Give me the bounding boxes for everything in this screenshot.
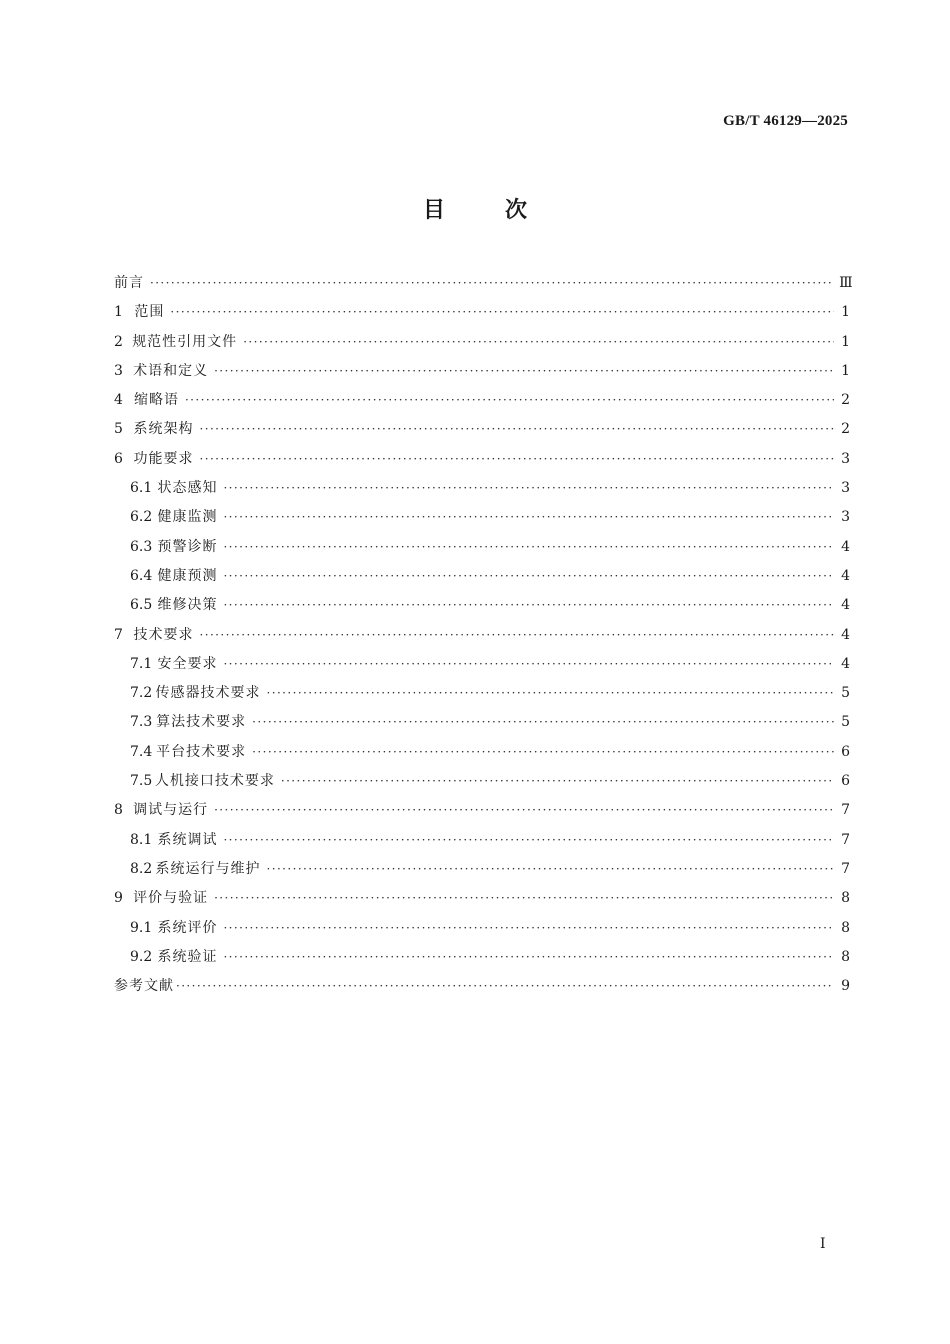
toc-dot-leader [223,533,834,562]
toc-entry[interactable] [114,826,850,855]
toc-dot-leader [200,415,834,444]
toc-dot-leader [214,796,834,825]
toc-entry[interactable] [114,767,850,796]
toc-entry-page: 7 [841,802,850,819]
toc-dot-leader [176,972,834,1001]
toc-entry-page: 7 [841,860,850,877]
toc-entry-page: 5 [841,685,850,702]
toc-entry-number: 8 [114,802,123,819]
toc-entry[interactable] [114,738,850,767]
table-of-contents [114,269,853,1001]
toc-entry[interactable] [114,621,850,650]
toc-entry-label: 健康预测 [157,567,218,584]
toc-entry[interactable] [114,445,850,474]
toc-entry-number: 7.4 [130,743,153,760]
toc-entry-page: 2 [841,421,850,438]
toc-dot-leader [223,943,834,972]
toc-entry-number: 6.2 [130,509,153,526]
toc-entry-page: 9 [841,978,850,995]
toc-entry[interactable] [114,269,853,298]
toc-entry-number: 6.5 [130,597,153,614]
toc-dot-leader [185,386,834,415]
toc-entry-label: 系统评价 [157,919,218,936]
toc-entry-number: 6.1 [130,480,153,497]
toc-entry-label: 安全要求 [157,655,218,672]
toc-entry-page: 4 [841,567,850,584]
toc-entry-label: 术语和定义 [133,362,209,379]
toc-entry[interactable] [114,533,850,562]
toc-entry[interactable] [114,328,850,357]
toc-entry-number: 9.1 [130,919,153,936]
toc-entry-label: 调试与运行 [133,802,209,819]
toc-entry-page: 2 [841,392,850,409]
toc-entry[interactable] [114,679,850,708]
toc-entry-number: 7.2 [130,685,153,702]
toc-dot-leader [214,884,834,913]
toc-entry-page: 1 [841,333,850,350]
toc-entry[interactable] [114,474,850,503]
toc-entry-page: 6 [841,743,850,760]
toc-entry[interactable] [114,503,850,532]
toc-entry-page: 4 [841,626,850,643]
toc-entry-page: 1 [841,362,850,379]
toc-dot-leader [223,562,834,591]
toc-entry-label: 规范性引用文件 [132,333,238,350]
toc-entry[interactable] [114,796,850,825]
toc-entry-number: 5 [114,421,123,438]
toc-entry-label: 范围 [134,304,165,321]
toc-entry-label: 评价与验证 [133,890,209,907]
toc-dot-leader [200,621,834,650]
page-title: 目次 [422,198,587,223]
toc-dot-leader [267,679,834,708]
toc-entry-number: 9 [114,890,123,907]
toc-entry-number: 6.4 [130,567,153,584]
toc-entry-label: 维修决策 [157,597,218,614]
toc-dot-leader [281,767,834,796]
toc-entry[interactable] [114,415,850,444]
document-code: GB/T 46129—2025 [723,113,848,129]
toc-entry[interactable] [114,708,850,737]
toc-entry[interactable] [114,298,850,327]
toc-entry-label: 功能要求 [133,450,194,467]
toc-entry-label: 健康监测 [157,509,218,526]
toc-entry-number: 3 [114,362,123,379]
toc-entry[interactable] [114,972,850,1001]
toc-entry[interactable] [114,562,850,591]
toc-entry-page: 4 [841,655,850,672]
toc-dot-leader [150,269,833,298]
toc-entry-page: 8 [841,919,850,936]
toc-dot-leader [223,503,834,532]
toc-dot-leader [223,914,834,943]
toc-entry-label: 状态感知 [157,480,218,497]
toc-dot-leader [170,298,834,327]
toc-entry-page: 8 [841,948,850,965]
toc-entry-number: 9.2 [130,948,153,965]
toc-entry-page: 3 [841,450,850,467]
toc-entry[interactable] [114,943,850,972]
toc-dot-leader [223,474,834,503]
toc-entry-page: 1 [841,304,850,321]
toc-dot-leader [200,445,834,474]
toc-entry-label: 系统验证 [157,948,218,965]
toc-dot-leader [223,826,834,855]
toc-entry-number: 8.1 [130,831,153,848]
toc-entry-page: 4 [841,538,850,555]
toc-entry-number: 4 [114,392,123,409]
toc-entry-page: 5 [841,714,850,731]
toc-entry-label: 系统调试 [157,831,218,848]
toc-entry-label: 平台技术要求 [156,743,247,760]
toc-entry-label: 前言 [114,275,144,291]
toc-entry[interactable] [114,884,850,913]
toc-dot-leader [223,650,834,679]
toc-entry-label: 参考文献 [114,978,174,995]
toc-entry[interactable] [114,914,850,943]
toc-entry-page: Ⅲ [839,275,853,291]
toc-entry-page: 4 [841,597,850,614]
toc-entry-number: 7.3 [130,714,153,731]
toc-entry[interactable] [114,357,850,386]
toc-entry-number: 7 [114,626,123,643]
toc-entry-page: 3 [841,480,850,497]
toc-entry-page: 3 [841,509,850,526]
toc-entry[interactable] [114,650,850,679]
toc-entry-label: 技术要求 [133,626,194,643]
toc-entry-number: 7.5 [130,773,153,790]
toc-entry-label: 系统架构 [133,421,194,438]
toc-entry-label: 人机接口技术要求 [154,773,275,790]
toc-entry-number: 2 [114,333,123,350]
toc-entry-label: 算法技术要求 [156,714,247,731]
toc-dot-leader [243,328,834,357]
toc-entry-label: 预警诊断 [157,538,218,555]
toc-entry-number: 8.2 [130,860,153,877]
toc-entry-label: 传感器技术要求 [155,685,261,702]
toc-entry-page: 7 [841,831,850,848]
toc-entry[interactable] [114,591,850,620]
toc-entry-number: 6.3 [130,538,153,555]
toc-entry-page: 8 [841,890,850,907]
toc-entry-number: 1 [114,304,123,321]
toc-dot-leader [223,591,834,620]
toc-entry-number: 7.1 [130,655,153,672]
toc-dot-leader [214,357,834,386]
toc-entry-label: 系统运行与维护 [155,860,261,877]
toc-dot-leader [267,855,834,884]
toc-dot-leader [252,708,834,737]
page-number: Ⅰ [820,1236,826,1252]
toc-entry-page: 6 [841,773,850,790]
toc-entry[interactable] [114,386,850,415]
toc-entry-label: 缩略语 [133,392,179,409]
toc-entry[interactable] [114,855,850,884]
toc-dot-leader [252,738,834,767]
toc-entry-number: 6 [114,450,123,467]
